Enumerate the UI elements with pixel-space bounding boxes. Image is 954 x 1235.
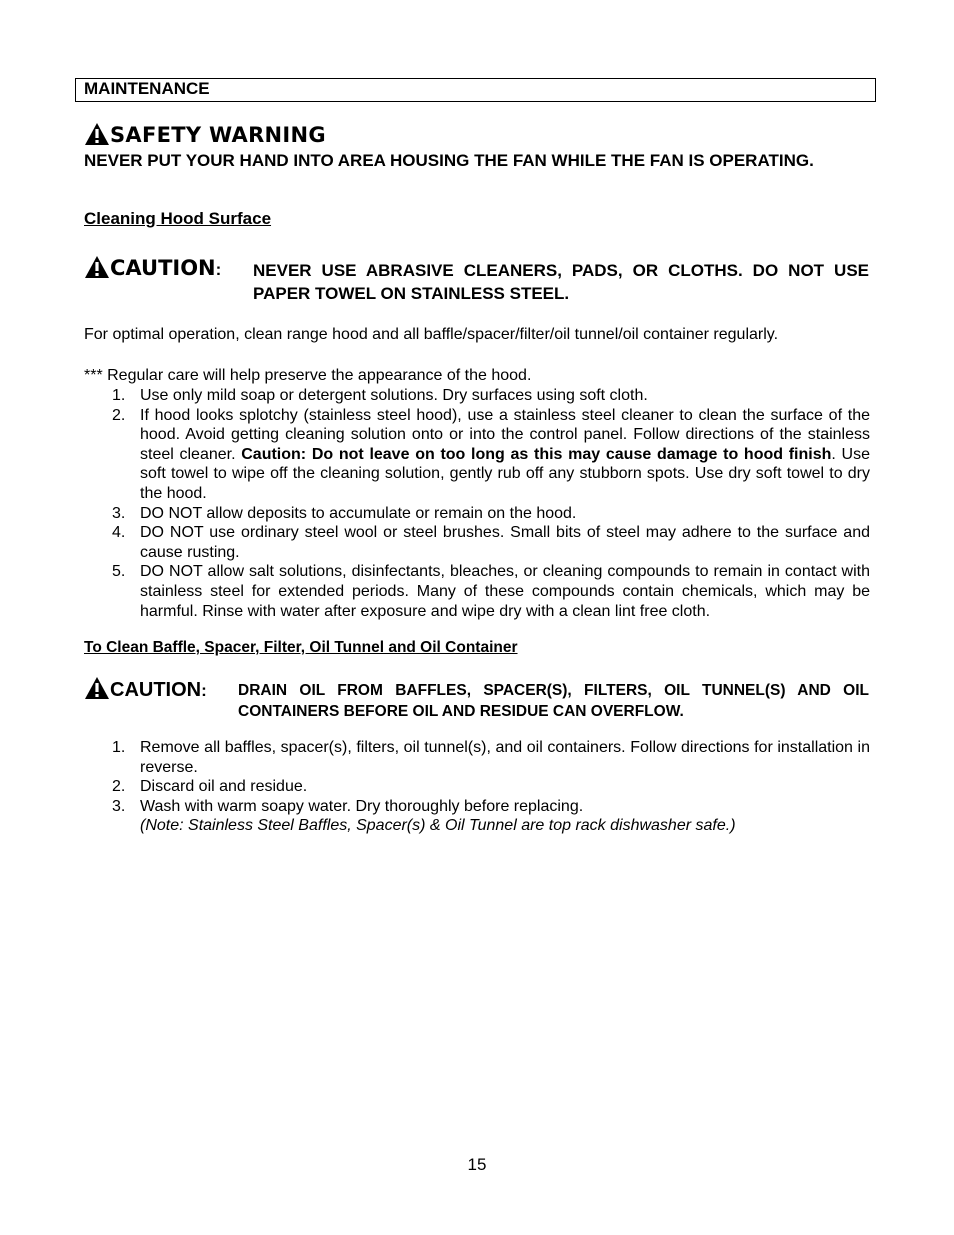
hood-finish-caution: Caution: Do not leave on too long as this may cause damage to hood finish (241, 445, 832, 463)
list-item: 3. Wash with warm soapy water. Dry thoroughly before replacing. (Note: Stainless Steel Baffles, Spacer(s) & Oil Tunnel are top rack dishwasher safe.) (112, 797, 736, 835)
warning-triangle-icon (84, 255, 110, 284)
baffle-caution-label (84, 676, 207, 705)
list-item: 1. Remove all baffles, spacer(s), filters, oil tunnel(s), and oil containers. Follow directions for installation in reverse. (112, 739, 870, 776)
dishwasher-note: (Note: Stainless Steel Baffles, Spacer(s) & Oil Tunnel are top rack dishwasher safe.) (140, 817, 736, 835)
baffle-cleaning-heading: To Clean Baffle, Spacer, Filter, Oil Tunnel and Oil Container (84, 639, 518, 656)
caution-word: CAUTION (110, 256, 216, 280)
caution-word: CAUTION (110, 679, 202, 701)
baffle-caution-text: DRAIN OIL FROM BAFFLES, SPACER(S), FILTERS, OIL TUNNEL(S) AND OIL CONTAINERS BEFORE OIL AND RESIDUE CAN OVERFLOW. (238, 682, 869, 720)
list-item: 4. DO NOT use ordinary steel wool or steel brushes. Small bits of steel may adhere to the surface and cause rusting. (112, 524, 870, 561)
safety-warning-text: NEVER PUT YOUR HAND INTO AREA HOUSING THE FAN WHILE THE FAN IS OPERATING. (84, 151, 814, 170)
hood-cleaning-heading: Cleaning Hood Surface (84, 209, 272, 228)
safety-warning-title: SAFETY WARNING (110, 123, 326, 147)
section-title: MAINTENANCE (84, 79, 210, 98)
caution-colon: : (201, 681, 207, 700)
list-item: 1. Use only mild soap or detergent solutions. Dry surfaces using soft cloth. (112, 387, 648, 404)
warning-triangle-icon (84, 676, 110, 705)
hood-cleaning-steps (84, 386, 870, 621)
list-item: 2. Discard oil and residue. (112, 778, 308, 796)
page-number: 15 (467, 1155, 487, 1174)
warning-triangle-icon (84, 122, 110, 152)
hood-caution-text: NEVER USE ABRASIVE CLEANERS, PADS, OR CLOTHS. DO NOT USE PAPER TOWEL ON STAINLESS STEEL. (253, 261, 869, 303)
list-item: 3. DO NOT allow deposits to accumulate or remain on the hood. (112, 504, 577, 522)
safety-warning-heading (84, 122, 326, 152)
caution-colon: : (215, 260, 222, 279)
hood-caution-label (84, 255, 221, 284)
list-item: 2. If hood looks splotchy (stainless steel hood), use a stainless steel cleaner to clean the surface of the hood. Avoid getting cleaning solution onto or into the control panel. Follow directions of the stainless steel cleaner. Caution: Do not leave on too long as this may cause damage to hood finish. Use soft towel to wipe off the cleaning solution, gently rub off any stubborn spots. Use dry soft towel to dry the hood. (112, 406, 871, 502)
hood-intro-text: For optimal operation, clean range hood and all baffle/spacer/filter/oil tunnel/oil container regularly. (84, 326, 779, 343)
baffle-cleaning-steps (84, 738, 870, 836)
care-note-text: *** Regular care will help preserve the appearance of the hood. (84, 367, 532, 384)
list-item: 5. DO NOT allow salt solutions, disinfectants, bleaches, or cleaning compounds to remain in contact with stainless steel for extended periods. Many of these compounds contain chemicals, which may be harmful. Rinse with water after exposure and wipe dry with a clean lint free cloth. (112, 563, 870, 620)
